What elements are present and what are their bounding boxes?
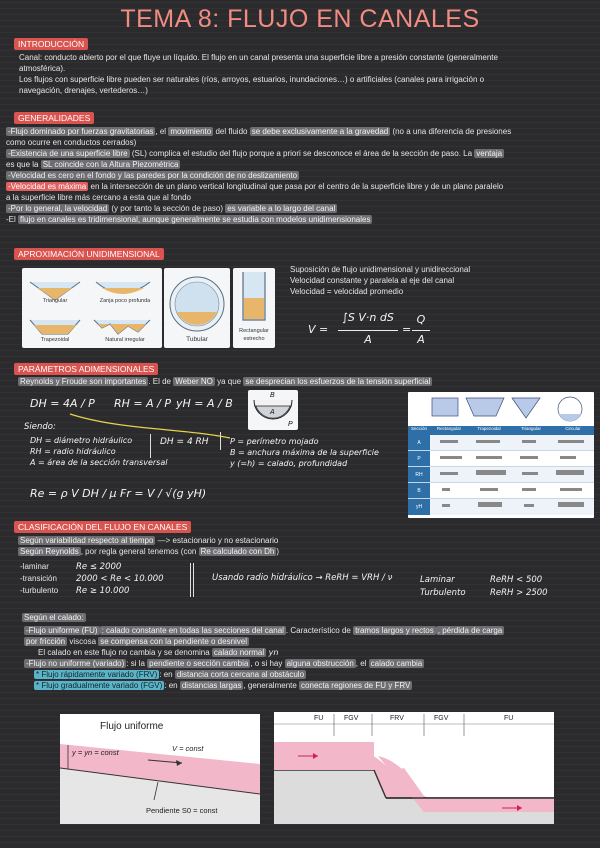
table-row: yH [408,499,594,515]
highlight: por fricción [26,637,66,647]
highlight: -Velocidad es máxima [8,182,87,192]
highlight: Según variabilidad respecto al tiempo [20,536,154,545]
general-line: es que la SL coincide con la Altura Piezométrica [6,160,179,170]
highlight: calado normal [213,648,265,658]
shape-label: Tubular [186,336,208,343]
channel-shapes-figure [22,268,162,348]
general-line: como ocurre en conductos cerrados) [6,138,137,148]
highlight: -Velocidad es cero en el fondo y las paredes por la condición de no deslizamiento [8,171,298,181]
table-row: B [408,483,594,499]
rect-figure [233,268,275,348]
intro-line: navegación, drenajes, vertederos…) [19,86,148,96]
highlight: es variable a lo largo del canal [227,204,336,214]
double-divider [190,563,194,597]
annotation-arrow [60,400,240,444]
intro-line: Los flujos con superficie libre pueden ser naturales (ríos, arroyos, estuarios, inundaciones…) o artificiales (canales para irrigación o [19,75,485,85]
table-formula-glyphs [430,435,594,515]
general-line: a la superficie libre más cercano a esta que al fondo [6,193,191,203]
highlight: -Existencia de una superficie libre [8,149,128,159]
tubular-figure [164,268,230,348]
region-label-fgv: FGV [344,715,359,722]
highlight: * Flujo rápidamente variado (FRV) [36,670,158,680]
general-line: -Por lo general, la velocidad (y por tanto la sección de paso) es variable a lo largo del canal [8,204,336,214]
calado-lines: -Flujo uniforme (FU) : calado constante en todas las secciones del canal . Característico de tramos largos y rectos , pérdida de carga por fricción viscosa se compensa con la pendiente o desnivel El calado en este flujo no cambia y se denomina calado normal yn -Flujo no uniforme (variado) : si la pendiente o sección cambia , o si hay alguna obstrucción , el calado cambia * Flujo rápidamente variado (FRV) : en distancia corta cercana al obstáculo * Flujo gradualmente variado (FGV) : en distancias largas , generalmente conecta regiones de FU y FRV [26,626,503,691]
section-heading-aprox: APROXIMACIÓN UNIDIMENSIONAL [14,248,164,260]
general-text [6,126,596,225]
section-heading-param: PARÁMETROS ADIMENSIONALES [14,363,158,375]
region-label-frv: FRV [390,715,404,722]
rh-reynolds-formula: Usando radio hidráulico → ReRH = VRH / ν [212,573,393,583]
rh-values: ReRH < 500 ReRH > 2500 [490,575,548,598]
highlight: flujo en canales es tridimensional, aunque generalmente se estudia con modelos unidimensionales [20,215,371,225]
dh-rh-relation: DH = 4 RH [160,437,209,447]
highlight: * Flujo gradualmente variado (FGV) [36,681,163,691]
table-row: RH [408,467,594,483]
assumption-line: Suposición de flujo unidimensional y unidireccional [290,265,471,274]
region-label-fu: FU [504,715,514,722]
varied-flow-svg [274,712,554,824]
assumption-line: Velocidad constante y paralela al eje del canal [290,276,455,286]
aprox-assumptions [290,264,470,297]
regime-ranges: Re ≤ 2000 2000 < Re < 10.000 Re ≥ 10.000 [76,562,164,596]
channel-shapes-svg [22,268,162,348]
diagram-label: B [270,392,275,399]
hydraulic-radius-formula: RH = A / P [114,397,171,410]
reynolds-formula: Re = ρ V DH / μ [30,487,117,500]
table-shapes-svg [408,392,594,428]
highlight: ventaja [476,149,503,159]
intro-line: atmosférica). [19,64,66,74]
page-title: TEMA 8: FLUJO EN CANALES [120,5,480,33]
clasif-lines: Según variabilidad respecto al tiempo —> estacionario y no estacionario Según Reynolds , por regla general tenemos (con Re calculado con Dh ) [20,536,280,557]
assumption-line: Velocidad = velocidad promedio [290,287,404,297]
param-line: Reynolds y Froude son importantes . El de Weber NO ya que se desprecian los esfuerzos de la tensión superficial [20,377,431,386]
highlight: se desprecian los esfuerzos de la tensión superficial [245,377,431,386]
highlight: SL coincide con la Altura Piezométrica [42,160,179,170]
shape-label: Zanja poco profunda [99,298,151,304]
highlight: -Flujo dominado por fuerzas gravitatorias [8,127,154,136]
hydraulic-diameter-formula: DH = 4A / P [30,397,95,410]
uniform-flow-title: Flujo uniforme [100,721,164,732]
intro-line: Canal: conducto abierto por el que fluye un líquido. El flujo en un canal presenta una superficie libre a presión constante (generalmente [19,53,498,62]
calado-heading: Según el calado: [24,613,84,622]
shape-label: Triangular [42,298,68,304]
highlight: tramos largos y rectos [355,626,434,635]
table-header: Sección Rectangular Trapezoidal Triangular Circular [408,426,594,435]
general-line [6,170,596,181]
uniform-depth-label: y = yn = const [72,748,119,757]
general-line: -Velocidad es máxima en la intersección de un plano vertical longitudinal que pasa por el centro de la superficie libre y de un plano paralelo [8,182,504,192]
tubular-svg [164,268,230,338]
regime-labels: -laminar -transición -turbulento [20,562,59,595]
region-label-fu: FU [314,715,324,722]
highlight: Re calculado con Dh [200,547,275,557]
uniform-velocity-label: V = const [172,744,204,753]
region-label-fgv: FGV [434,715,449,722]
highlight: se debe exclusivamente a la gravedad [251,127,389,136]
definitions-right: P = perímetro mojado B = anchura máxima de la superficie y (=h) = calado, profundidad [230,437,379,468]
definitions-left: DH = diámetro hidráulico RH = radio hidráulico A = área de la sección transversal [30,436,168,467]
table-row: P [408,451,594,467]
froude-formula: Fr = V / √(g yH) [120,487,207,500]
shape-label: Rectangular estrecho [239,328,269,342]
diagram-label: A [270,409,275,416]
section-heading-intro: INTRODUCCIÓN [14,38,88,50]
hydraulic-depth-formula: yH = A / B [176,397,233,410]
section-diagram [248,390,298,430]
diagram-label: P [288,421,293,428]
shape-label: Natural irregular [105,337,145,343]
highlight: -Flujo no uniforme (variado) [26,659,125,669]
siendo-label: Siendo: [24,422,56,432]
slope-label: Pendiente S0 = const [146,806,218,815]
highlight: -Por lo general, la velocidad [8,204,108,214]
highlight: Reynolds y Froude son importantes [20,377,147,386]
general-line: -El flujo en canales es tridimensional, aunque generalmente se estudia con modelos unidimensionales [6,215,371,225]
highlight: se compensa con la pendiente o desnivel [100,637,248,647]
highlight: Según Reynolds [20,547,79,557]
rh-regimes: Laminar Turbulento [420,575,466,598]
table-row: A [408,435,594,451]
uniform-flow-figure [60,714,260,824]
highlight: movimiento [170,127,212,136]
highlight: Weber NO [175,377,213,386]
rect-svg [233,268,275,328]
general-line: -Flujo dominado por fuerzas gravitatorias , el movimiento del fluido se debe exclusivamente a la gravedad (no a una diferencia de presiones [8,127,512,136]
shape-label: Trapezoidal [40,337,70,343]
highlight: -Flujo uniforme (FU) [26,626,98,635]
section-heading-clasif: CLASIFICACIÓN DEL FLUJO EN CANALES [14,521,191,533]
intro-text [19,52,594,96]
varied-flow-figure [274,712,554,824]
section-formula-table [408,392,594,518]
general-line: -Existencia de una superficie libre (SL) complica el estudio del flujo porque a priori se desconoce el área de la sección de paso. La ventaja [8,149,503,159]
section-heading-general: GENERALIDADES [14,112,94,124]
